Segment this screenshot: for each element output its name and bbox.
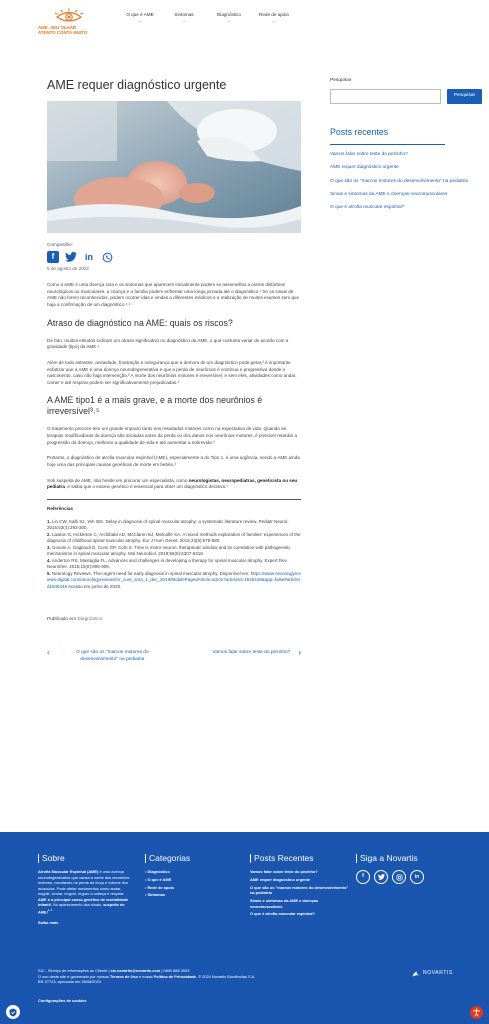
text: , e saiba que o exame genético é essencial para obter um diagnóstico decisivo.¹ [64,484,229,490]
terms-link[interactable]: Termos de Uso [110,973,138,979]
saiba-mais-link[interactable]: Saiba mais [38,920,59,926]
logo-line-2: ATENTO CONTA MUITO [38,30,88,36]
references-list [47,519,301,591]
reference-link[interactable]: https://www.neurologyreviews-digital.com/neurologyreviews/nr_cure_sma_1_dec_2019/MobilePagedArticle.action?articleId=1546448&app=false#articleId1546448 [47,570,301,589]
category-link[interactable]: Diagnóstico [77,617,103,623]
references [47,499,301,590]
footer-post-link[interactable]: O que é atrofia muscular espinhal? [250,911,315,917]
previous-post-link[interactable] [47,650,167,664]
references-title: Referências [47,506,74,512]
recent-post-link[interactable]: Vamos falar sobre teste do pezinho? [330,151,408,157]
facebook-share-icon[interactable]: f [47,251,59,263]
next-post-title: Vamos falar sobre teste do pezinho? [212,650,291,656]
linkedin-icon[interactable]: in [410,870,424,884]
privacy-link[interactable]: Política de Privacidade [153,973,197,979]
logo-line-1: AME. SEU OLHAR [38,25,77,30]
main-nav [118,12,296,23]
footer-category-link[interactable]: • Sintomas [145,892,165,898]
search-label: Pesquisar [330,78,352,83]
footer-post-link[interactable]: Vamos falar sobre teste do pezinho? [250,869,318,875]
chevron-down-icon: ⌄ [138,17,142,23]
footer-categories [145,854,245,898]
novartis-flame-icon [412,971,420,977]
footer-post-link[interactable]: Sinais e sintomas da AME e doenças neuromusculares [250,897,319,909]
privacy-shield-icon[interactable] [6,1005,20,1019]
published-in: Publicado em Diagnóstico [47,617,103,623]
footer-legal [38,968,338,985]
recent-posts-title: Posts recentes [330,126,445,145]
reference-item: 5. Neurology Reviews. The urgent need for early diagnosis in spinal muscular atrophy. Disponível em: https://www.neurologyreviews-digital.com/neurologyreviews/nr_cure_sma_1_dec_2019/MobilePagedArticle.action?articleId=1546448&app=false#articleId1546448 Acesso em junho de 2020. [47,570,301,589]
chevron-right-icon: › [298,648,301,658]
chevron-left-icon: ‹ [47,648,50,658]
recent-posts-list [330,151,484,212]
twitter-share-icon[interactable] [65,251,77,263]
social-icons [356,870,456,884]
sidebar [330,78,484,212]
footer-category-link[interactable]: • Diagnóstico [145,869,170,875]
nav-item-rede-de-apoio[interactable] [252,12,296,23]
footer-categories-list [145,869,245,898]
nav-item-o-que-e-ame[interactable] [118,12,162,23]
site-header [0,0,489,44]
hero-image [47,101,301,233]
nav-label: O que é AME [126,12,154,17]
chevron-down-icon: ⌄ [182,17,186,23]
footer-terms-line: O uso deste site é governado por nossos Termos de Uso e nossa Política de Privacidade. © 2024 Novartis Biociências S.A. [38,973,256,979]
paragraph: Portanto, o diagnóstico de atrofia muscular espinhal (AME), especialmente a do Tipo 1, é uma urgência, sendo a AME ainda hoje uma das principais causas genéticas de morte em bebês.³ [47,455,300,468]
reference-item: 4. Anderton RS, Mastaglia FL. Advances and challenges in developing a therapy for spinal muscular atrophy. Expert Rev Neurother. 2015;15(8):895-908. [47,557,287,570]
footer-about-text: Atrofia Muscular Espinhal (AME) é uma doença neurodegenerativa que causa a morte dos neurônios motores, resultando na perda da força e volume dos músculos. Pode afetar movimentos como andar, engolir, sentar, engolir, erguer a cabeça e respirar. AME é a principal causa genética de mortalidade infantil. No aparecimento dos sinais, suspeite de AME!$^{1-3}$ [38,869,130,914]
paragraph: De fato, muitos estudos indicam um atraso significativo no diagnóstico da AME, o que costuma variar de acordo com a gravidade (tipo) da AME.¹ [47,337,289,350]
page-title: AME requer diagnóstico urgente [47,78,227,92]
recent-post-link[interactable]: O que são os "marcos motores do desenvolvimento" na pediatria [330,178,469,184]
newborn-photo [47,101,301,233]
search-form [330,89,484,104]
twitter-icon[interactable] [374,870,388,884]
post-date: 5 de agosto de 2022 [47,266,89,272]
recent-post-link[interactable]: Sinais e sintomas da AME e doenças neuromusculares [330,191,448,197]
footer-social [356,854,456,884]
share-buttons [47,251,301,263]
nav-label: Diagnóstico [216,12,241,17]
site-footer [0,832,489,1024]
facebook-icon[interactable]: f [356,870,370,884]
footer-post-link[interactable]: O que são os "marcos motores do desenvolvimento" na pediatria [250,884,349,896]
recent-post-link[interactable]: AME requer diagnóstico urgente [330,165,399,171]
footer-about-title: Sobre [38,854,130,863]
instagram-icon[interactable] [392,870,406,884]
footer-approval-code: BR-27743, aprovado em 25/08/2023 [38,979,101,985]
search-input[interactable] [330,89,441,104]
cookie-settings-link[interactable]: Configurações de cookies [38,998,87,1003]
footer-social-title: Siga a Novartis [356,854,456,863]
bold-text: neurologistas, neuropediatras, geneticista ou seu pediatra [47,477,298,490]
previous-post-title: O que são os "marcos motores do desenvolvimento" na pediatria [76,650,149,663]
footer-post-link[interactable]: AME requer diagnóstico urgente [250,877,311,882]
logo[interactable] [38,8,108,36]
paragraph [47,478,301,491]
whatsapp-share-icon[interactable] [101,251,113,263]
paragraph: O tratamento precoce tem um grande impacto tanto nos resultados motores como na expectativa de vida. Quando as terapias modificadoras da doença são iniciadas antes da perda ou dos danos nos neurônios motores, é possível retardar a progressão da doença, melhorar a qualidade de vida e até aumentar a sobrevida.³ [47,426,298,445]
reference-item: 2. Lawton S, Hickerton C, Archibald AD, McClaren BJ, Metcalfe SA. A mixed methods exploration of families' experiences of the diagnosis of childhood spinal muscular atrophy. Eur J Hum Genet. 2015;23(5):575-580. [47,531,301,544]
next-post-link[interactable] [176,650,301,664]
paragraph: Como a AME é uma doença rara e os sintomas que aparecem inicialmente podem se assemelhar a outros distúrbios neurológicos ou musculares, a criança e a família podem enfrentar uma longa jornada até o diagnóstico.¹ Se os sinais de AME não forem reconhecidos, podem ocorrer idas e vindas a diferentes médicos e a realização de muitos exames sem que haja a confirmação de um diagnóstico.¹˒² [47,281,300,307]
novartis-wordmark: NOVARTIS [423,970,453,976]
accessibility-icon[interactable] [470,1006,483,1019]
logo-sun-eye-icon [54,8,84,25]
novartis-logo[interactable] [412,970,453,977]
footer-recent-posts-list [250,869,350,917]
section-heading: A AME tipo1 é a mais grave, e a morte dos neurônios é irreversível³˒⁵ [47,395,263,417]
nav-item-sintomas[interactable] [162,12,206,23]
footer-categories-title: Categorias [145,854,245,863]
footer-sic-line: SIC - Serviço de Informações ao Cliente | sic.novartis@novartis.com | 0800 888 3003 [38,968,190,973]
article-body [47,282,301,491]
paragraph: Além de todo estresse, ansiedade, frustração e insegurança que a demora de um diagnóstico pode gerar,² é importante enfatizar que a AME é uma doença neurodegenerativa e que a perda de neurônios é contínua e progressiva desde o nascimento, caso não haja intervenção.³ A morte dos neurônios motores é irreversível, e sem eles, atividades como andar, comer e até respirar podem ser significativamente prejudicadas.⁴ [47,359,297,385]
nav-item-diagnostico[interactable] [206,12,252,23]
article [47,78,301,664]
nav-label: Rede de apoio [259,12,289,17]
chevron-down-icon: ⌄ [272,17,276,23]
footer-recent-posts [250,854,350,917]
reference-item: 1. Lin CW, Kalb SJ, Yeh WS. Delay in diagnosis of spinal muscular atrophy: a systematic literature review. Pediatr Neurol. 2015;53(4):293-300. [47,518,289,531]
footer-recent-posts-title: Posts Recentes [250,854,350,863]
post-navigation [47,650,301,664]
linkedin-share-icon[interactable]: in [85,251,93,262]
text: Sob suspeita de AME, não hesite em procurar um especialista, como [47,477,189,483]
footer-category-link[interactable]: • O que é AME [145,877,172,882]
reference-item: 3. Govoni A, Gagliardi D, Comi GP, Corti S. Time is motor neuron: therapeutic window and its correlation with pathogenetic mechanisms in spinal muscular atrophy. Mol Neurobiol. 2018;55(8):6307-6318. [47,544,291,557]
chevron-down-icon: ⌄ [227,17,231,23]
section-heading: Atraso de diagnóstico na AME: quais os riscos? [47,317,233,328]
search-button[interactable]: Pesquisar [447,89,482,104]
sic-email-link[interactable]: sic.novartis@novartis.com [110,968,161,973]
share-label: Compartilhe: [47,241,74,247]
footer-about [38,854,130,926]
nav-label: Sintomas [174,12,194,17]
footer-category-link[interactable]: • Rede de apoio [145,884,175,890]
recent-post-link[interactable]: O que é atrofia muscular espinhal? [330,205,405,211]
